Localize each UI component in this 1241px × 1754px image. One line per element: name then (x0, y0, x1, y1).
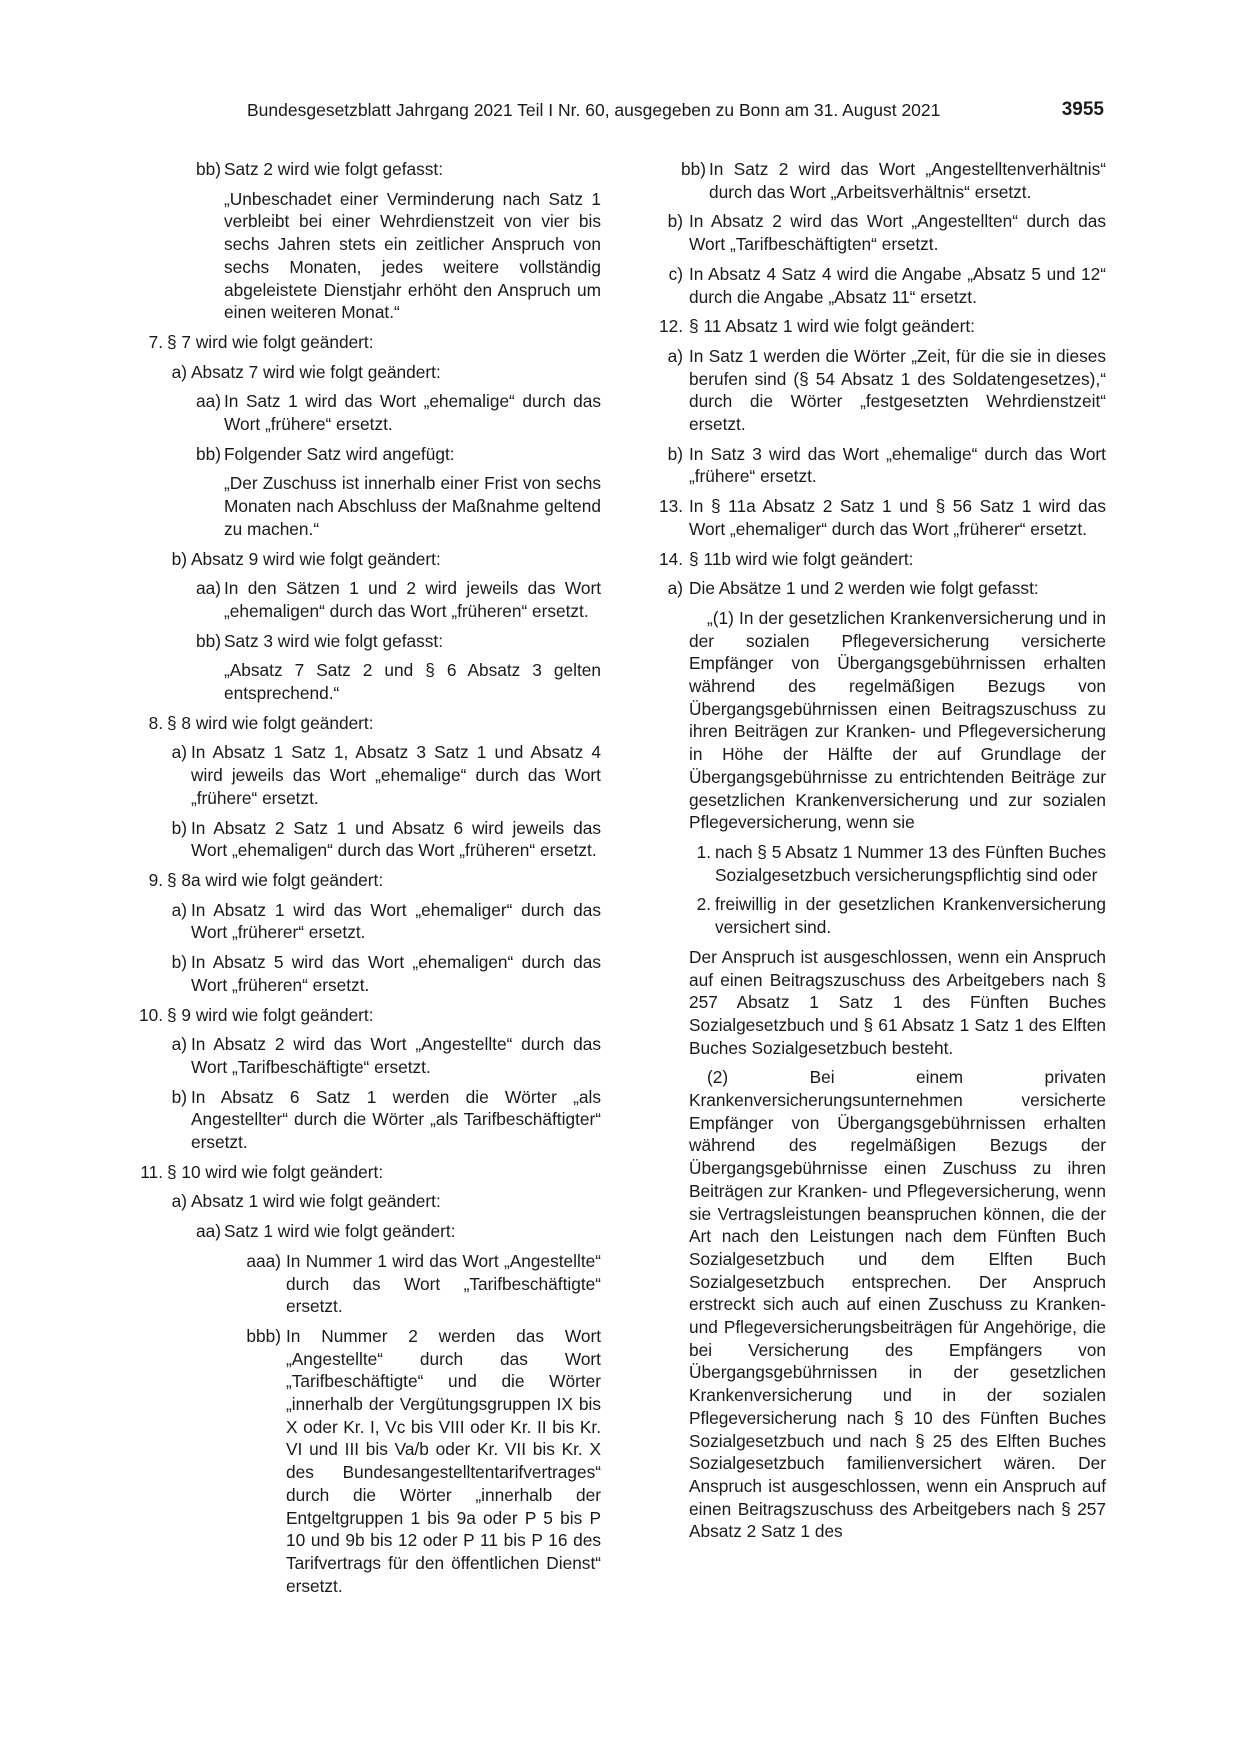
paragraph-text: Folgender Satz wird angefügt: (224, 443, 455, 464)
paragraph-text: In Satz 1 wird das Wort „ehemalige“ durch das Wort „frühere“ ersetzt. (224, 391, 601, 435)
paragraph-text: nach § 5 Absatz 1 Nummer 13 des Fünften Buches Sozialgesetzbuch versicherungspflichtig sind oder (715, 841, 1106, 885)
item-number: b) (171, 817, 187, 838)
paragraph (631, 495, 1106, 540)
paragraph-text: In den Sätzen 1 und 2 wird jeweils das Wort „ehemaligen“ durch das Wort „früheren“ ersetzt. (224, 578, 601, 621)
item-number: aa) (196, 1221, 221, 1242)
paragraph-text: In Absatz 2 Satz 1 und Absatz 6 wird jeweils das Wort „ehemaligen“ durch das Wort „früheren“ ersetzt. (191, 817, 601, 861)
paragraph-text: § 11 Absatz 1 wird wie folgt geändert: (689, 316, 975, 337)
page-number: 3955 (1061, 99, 1104, 120)
item-number: bb) (196, 630, 221, 651)
item-number: a) (171, 361, 187, 382)
paragraph-text: § 8 wird wie folgt geändert: (167, 712, 374, 733)
paragraph-text: „Unbeschadet einer Verminderung nach Satz 1 verbleibt bei einer Wehrdienstzeit von vier bis sechs Jahren stets ein zeitlicher Anspruch von sechs Monaten, jedes weitere vollständig abgeleistete Dienstjahr erhöht den Anspruch um einen weiteren Monat.“ (224, 188, 601, 323)
item-number: aa) (196, 391, 221, 412)
item-number: bbb) (246, 1325, 281, 1346)
item-number: a) (171, 1034, 187, 1055)
paragraph (631, 577, 1106, 600)
paragraph (131, 659, 601, 704)
paragraph (131, 951, 601, 996)
paragraph (131, 472, 601, 540)
right-column (631, 158, 1106, 1550)
paragraph-text: In Nummer 2 werden das Wort „Angestellte“ durch das Wort „Tarifbeschäftigte“ und die Wörter „innerhalb der Vergütungsgruppen IX bis X oder Kr. I, Vc bis VIII oder Kr. II bis Kr. VI und III bis Va/b oder Kr. VII bis Kr. X des Bundesangestelltentarifvertrages“ durch die Wörter „innerhalb der Entgeltgruppen 1 bis 9a oder P 5 bis P 10 und 9b bis 12 oder P 11 bis P 16 des Tarifvertrags für den öffentlichen Dienst“ ersetzt. (286, 1325, 601, 1596)
paragraph (631, 263, 1106, 308)
paragraph (631, 841, 1106, 886)
paragraph-text: Die Absätze 1 und 2 werden wie folgt gefasst: (689, 578, 1039, 599)
paragraph-text: Satz 2 wird wie folgt gefasst: (224, 159, 443, 179)
item-number: b) (171, 952, 187, 973)
paragraph (631, 158, 1106, 203)
paragraph-text: § 10 wird wie folgt geändert: (167, 1161, 384, 1182)
paragraph-text: In Satz 2 wird das Wort „Angestelltenverhältnis“ durch das Wort „Arbeitsverhältnis“ ersetzt. (709, 159, 1106, 202)
item-number: 14. (658, 548, 683, 569)
paragraph (131, 712, 601, 735)
item-number: a) (171, 899, 187, 920)
paragraph (631, 345, 1106, 436)
item-number: 10. (138, 1004, 163, 1025)
paragraph-text: In Absatz 4 Satz 4 wird die Angabe „Absatz 5 und 12“ durch die Angabe „Absatz 11“ ersetzt. (689, 263, 1106, 307)
item-number: 2. (696, 894, 711, 915)
paragraph (131, 1250, 601, 1318)
paragraph (131, 869, 601, 892)
left-column (131, 158, 601, 1604)
item-number: bb) (196, 159, 221, 179)
paragraph (131, 1325, 601, 1597)
paragraph (131, 548, 601, 571)
item-number: 8. (148, 712, 163, 733)
item-number: 12. (658, 316, 683, 337)
paragraph-text: In Absatz 6 Satz 1 werden die Wörter „als Angestellter“ durch die Wörter „als Tarifbeschäftigter“ ersetzt. (191, 1086, 601, 1153)
paragraph-text: freiwillig in der gesetzlichen Krankenversicherung versichert sind. (715, 894, 1106, 938)
item-number: b) (171, 1086, 187, 1107)
paragraph-text: In Absatz 1 Satz 1, Absatz 3 Satz 1 und Absatz 4 wird jeweils das Wort „ehemalige“ durch das Wort „frühere“ ersetzt. (191, 742, 601, 808)
item-number: a) (667, 345, 683, 366)
paragraph (631, 607, 1106, 834)
paragraph (631, 315, 1106, 338)
paragraph-text: Absatz 1 wird wie folgt geändert: (191, 1191, 441, 1212)
paragraph-text: In Nummer 1 wird das Wort „Angestellte“ durch das Wort „Tarifbeschäftigte“ ersetzt. (286, 1250, 601, 1317)
paragraph (131, 1190, 601, 1213)
paragraph (631, 548, 1106, 571)
paragraph (131, 1161, 601, 1184)
paragraph-text: Satz 1 wird wie folgt geändert: (224, 1221, 456, 1242)
paragraph (131, 630, 601, 653)
paragraph (131, 188, 601, 324)
paragraph-text: „Absatz 7 Satz 2 und § 6 Absatz 3 gelten entsprechend.“ (224, 660, 601, 704)
paragraph (631, 210, 1106, 255)
paragraph (631, 946, 1106, 1060)
paragraph-text: § 9 wird wie folgt geändert: (167, 1004, 374, 1025)
paragraph-text: „(1) In der gesetzlichen Krankenversicherung und in der sozialen Pflegeversicherung versicherte Empfänger von Übergangsgebührnissen erhalten während des regelmäßigen Bezugs von Übergangsgebührnissen einen Beitragszuschuss zu ihren Beiträgen zur Kranken- und Pflegeversicherung in Höhe der Hälfte der auf Grundlage der Übergangsgebührnisse zu entrichtenden Beiträge zur gesetzlichen Krankenversicherung und zur sozialen Pflegeversicherung, wenn sie (689, 607, 1106, 833)
paragraph (131, 577, 601, 622)
item-number: 11. (140, 1161, 163, 1182)
item-number: b) (667, 211, 683, 232)
item-number: bb) (196, 443, 221, 464)
item-number: c) (668, 263, 683, 284)
paragraph-text: Absatz 9 wird wie folgt geändert: (191, 548, 441, 569)
item-number: 13. (658, 496, 683, 517)
gazette-title: Bundesgesetzblatt Jahrgang 2021 Teil I Nr. 60, ausgegeben zu Bonn am 31. August 2021 (247, 100, 941, 120)
paragraph-text: Satz 3 wird wie folgt gefasst: (224, 630, 443, 651)
item-number: aaa) (246, 1250, 281, 1271)
paragraph-text: (2) Bei einem privaten Krankenversicherungsunternehmen versicherte Empfänger von Übergangsgebührnissen erhalten während des regelmäßigen Bezugs der Übergangsgebührnisse einen Zuschuss zu ihren Beiträgen zur Kranken- und Pflegeversicherung, wenn sie Vertragsleistungen beanspruchen können, die der Art nach den Leistungen nach dem Fünften Buch Sozialgesetzbuch und dem Elften Buch Sozialgesetzbuch entsprechen. Der Anspruch erstreckt sich auch auf einen Zuschuss zu Kranken- und Pflegeversicherungsbeiträgen für Angehörige, die bei Versicherung des Empfängers von Übergangsgebührnissen in der gesetzlichen Krankenversicherung und in der sozialen Pflegeversicherung nach § 10 des Fünften Buches Sozialgesetzbuch und nach § 25 des Elften Buches Sozialgesetzbuch familienversichert wären. Der Anspruch ist ausgeschlossen, wenn ein Anspruch auf einen Beitragszuschuss des Arbeitgebers nach § 257 Absatz 2 Satz 1 des (689, 1067, 1106, 1542)
paragraph (631, 443, 1106, 488)
paragraph-text: Der Anspruch ist ausgeschlossen, wenn ein Anspruch auf einen Beitragszuschuss des Arbeitgebers nach § 257 Absatz 1 Satz 1 des Fünften Buches Sozialgesetzbuch und § 61 Absatz 1 Satz 1 des Elften Buches Sozialgesetzbuch besteht. (689, 946, 1106, 1058)
item-number: bb) (681, 159, 706, 179)
paragraph-text: In Satz 1 werden die Wörter „Zeit, für die sie in dieses berufen sind (§ 54 Absatz 1 des Soldatengesetzes),“ durch die Wörter „festgesetzten Wehrdienstzeit“ ersetzt. (689, 345, 1106, 435)
item-number: a) (667, 578, 683, 599)
paragraph-text: Absatz 7 wird wie folgt geändert: (191, 361, 441, 382)
paragraph (131, 817, 601, 862)
paragraph (131, 443, 601, 466)
item-number: a) (171, 1191, 187, 1212)
paragraph (131, 1086, 601, 1154)
paragraph-text: In Absatz 2 wird das Wort „Angestellte“ durch das Wort „Tarifbeschäftigte“ ersetzt. (191, 1034, 601, 1077)
paragraph (131, 1220, 601, 1243)
paragraph-text: „Der Zuschuss ist innerhalb einer Frist von sechs Monaten nach Abschluss der Maßnahme geltend zu machen.“ (224, 473, 601, 539)
item-number: b) (171, 548, 187, 569)
paragraph (131, 1033, 601, 1078)
paragraph (131, 331, 601, 354)
paragraph-text: In Satz 3 wird das Wort „ehemalige“ durch das Wort „frühere“ ersetzt. (689, 443, 1106, 487)
paragraph (131, 390, 601, 435)
paragraph-text: In Absatz 1 wird das Wort „ehemaliger“ durch das Wort „früherer“ ersetzt. (191, 899, 601, 943)
item-number: 9. (148, 869, 163, 890)
paragraph (631, 893, 1106, 938)
paragraph-text: § 8a wird wie folgt geändert: (167, 869, 384, 890)
paragraph (131, 1004, 601, 1027)
paragraph (631, 1066, 1106, 1543)
paragraph-text: In § 11a Absatz 2 Satz 1 und § 56 Satz 1 wird das Wort „ehemaliger“ durch das Wort „früherer“ ersetzt. (689, 496, 1106, 539)
paragraph-text: § 11b wird wie folgt geändert: (689, 548, 914, 569)
paragraph-text: In Absatz 2 wird das Wort „Angestellten“ durch das Wort „Tarifbeschäftigten“ ersetzt. (689, 211, 1106, 255)
item-number: 7. (148, 331, 163, 352)
paragraph (131, 361, 601, 384)
item-number: aa) (196, 578, 221, 599)
paragraph (131, 899, 601, 944)
paragraph (131, 158, 601, 181)
page-header (247, 100, 1104, 124)
item-number: b) (667, 443, 683, 464)
paragraph (131, 741, 601, 809)
paragraph-text: In Absatz 5 wird das Wort „ehemaligen“ durch das Wort „früheren“ ersetzt. (191, 952, 601, 995)
item-number: a) (171, 742, 187, 763)
paragraph-text: § 7 wird wie folgt geändert: (167, 331, 374, 352)
item-number: 1. (696, 841, 711, 862)
